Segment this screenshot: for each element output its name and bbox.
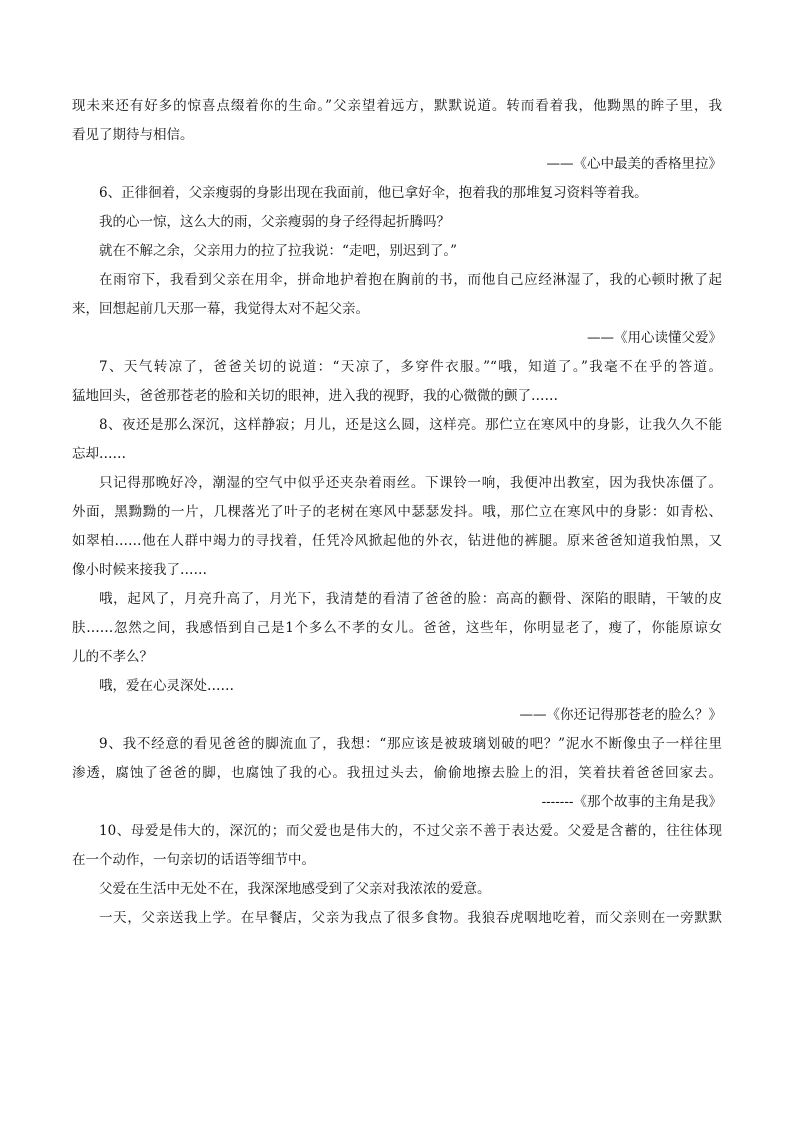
text-line: 儿的不孝么？ bbox=[72, 649, 153, 665]
text-line: 现未来还有好多的惊喜点缀着你的生命。”父亲望着远方，默默说道。转而看着我，他黝黑的眸子里，我 bbox=[72, 98, 722, 114]
text-line: 看见了期待与相信。 bbox=[72, 127, 194, 143]
text-line: 7、天气转凉了，爸爸关切的说道：“天凉了，多穿件衣服。”“哦，知道了。”我毫不在乎的答道。 bbox=[99, 359, 722, 375]
text-line: 哦，爱在心灵深处…… bbox=[99, 678, 234, 694]
source-citation: -------《那个故事的主角是我》 bbox=[541, 794, 722, 810]
text-line: 9、我不经意的看见爸爸的脚流血了，我想：“那应该是被玻璃划破的吧？”泥水不断像虫子一样往里 bbox=[99, 736, 722, 752]
text-line: 我的心一惊，这么大的雨，父亲瘦弱的身子经得起折腾吗？ bbox=[99, 214, 450, 230]
source-citation: ——《心中最美的香格里拉》 bbox=[546, 156, 722, 172]
source-citation: ——《你还记得那苍老的脸么？》 bbox=[519, 707, 722, 723]
text-line: 像小时候来接我了…… bbox=[72, 562, 207, 578]
text-line: 猛地回头，爸爸那苍老的脸和关切的眼神，进入我的视野，我的心微微的颤了…… bbox=[72, 388, 558, 404]
text-line: 如翠柏……他在人群中竭力的寻找着，任凭冷风掀起他的外衣，钻进他的裤腿。原来爸爸知道我怕黑，又 bbox=[72, 533, 722, 549]
text-line: 肤……忽然之间，我感悟到自己是1个多么不孝的女儿。爸爸，这些年，你明显老了，瘦了，你能原谅女 bbox=[72, 620, 722, 636]
text-line: 来，回想起前几天那一幕，我觉得太对不起父亲。 bbox=[72, 301, 369, 317]
text-line: 10、母爱是伟大的，深沉的；而父爱也是伟大的，不过父亲不善于表达爱。父爱是含蓄的，往往体现 bbox=[99, 823, 722, 839]
text-line: 在雨帘下，我看到父亲在用伞，拼命地护着抱在胸前的书，而他自己应经淋湿了，我的心顿时揪了起 bbox=[99, 272, 722, 288]
source-citation: ——《用心读懂父爱》 bbox=[587, 330, 722, 346]
text-line: 8、夜还是那么深沉，这样静寂；月儿，还是这么圆，这样亮。那伫立在寒风中的身影，让我久久不能 bbox=[99, 417, 722, 433]
text-line: 只记得那晚好冷，潮湿的空气中似乎还夹杂着雨丝。下课铃一响，我便冲出教室，因为我快冻僵了。 bbox=[99, 475, 722, 491]
text-line: 哦，起风了，月亮升高了，月光下，我清楚的看清了爸爸的脸：高高的颧骨、深陷的眼睛，干皱的皮 bbox=[99, 591, 722, 607]
document-page bbox=[72, 96, 722, 937]
text-line: 忘却…… bbox=[72, 446, 126, 462]
text-line: 渗透，腐蚀了爸爸的脚，也腐蚀了我的心。我扭过头去，偷偷地擦去脸上的泪，笑着扶着爸爸回家去。 bbox=[72, 765, 722, 781]
text-line: 外面，黑黝黝的一片，几棵落光了叶子的老树在寒风中瑟瑟发抖。哦，那伫立在寒风中的身影：如青松、 bbox=[72, 504, 722, 520]
text-line: 一天，父亲送我上学。在早餐店，父亲为我点了很多食物。我狼吞虎咽地吃着，而父亲则在一旁默默 bbox=[99, 910, 722, 926]
text-line: 6、正徘徊着，父亲瘦弱的身影出现在我面前，他已拿好伞，抱着我的那堆复习资料等着我。 bbox=[99, 185, 648, 201]
text-line: 在一个动作，一句亲切的话语等细节中。 bbox=[72, 852, 315, 868]
text-line: 父爱在生活中无处不在，我深深地感受到了父亲对我浓浓的爱意。 bbox=[99, 881, 491, 897]
text-line: 就在不解之余，父亲用力的拉了拉我说：“走吧，别迟到了。” bbox=[99, 243, 458, 259]
